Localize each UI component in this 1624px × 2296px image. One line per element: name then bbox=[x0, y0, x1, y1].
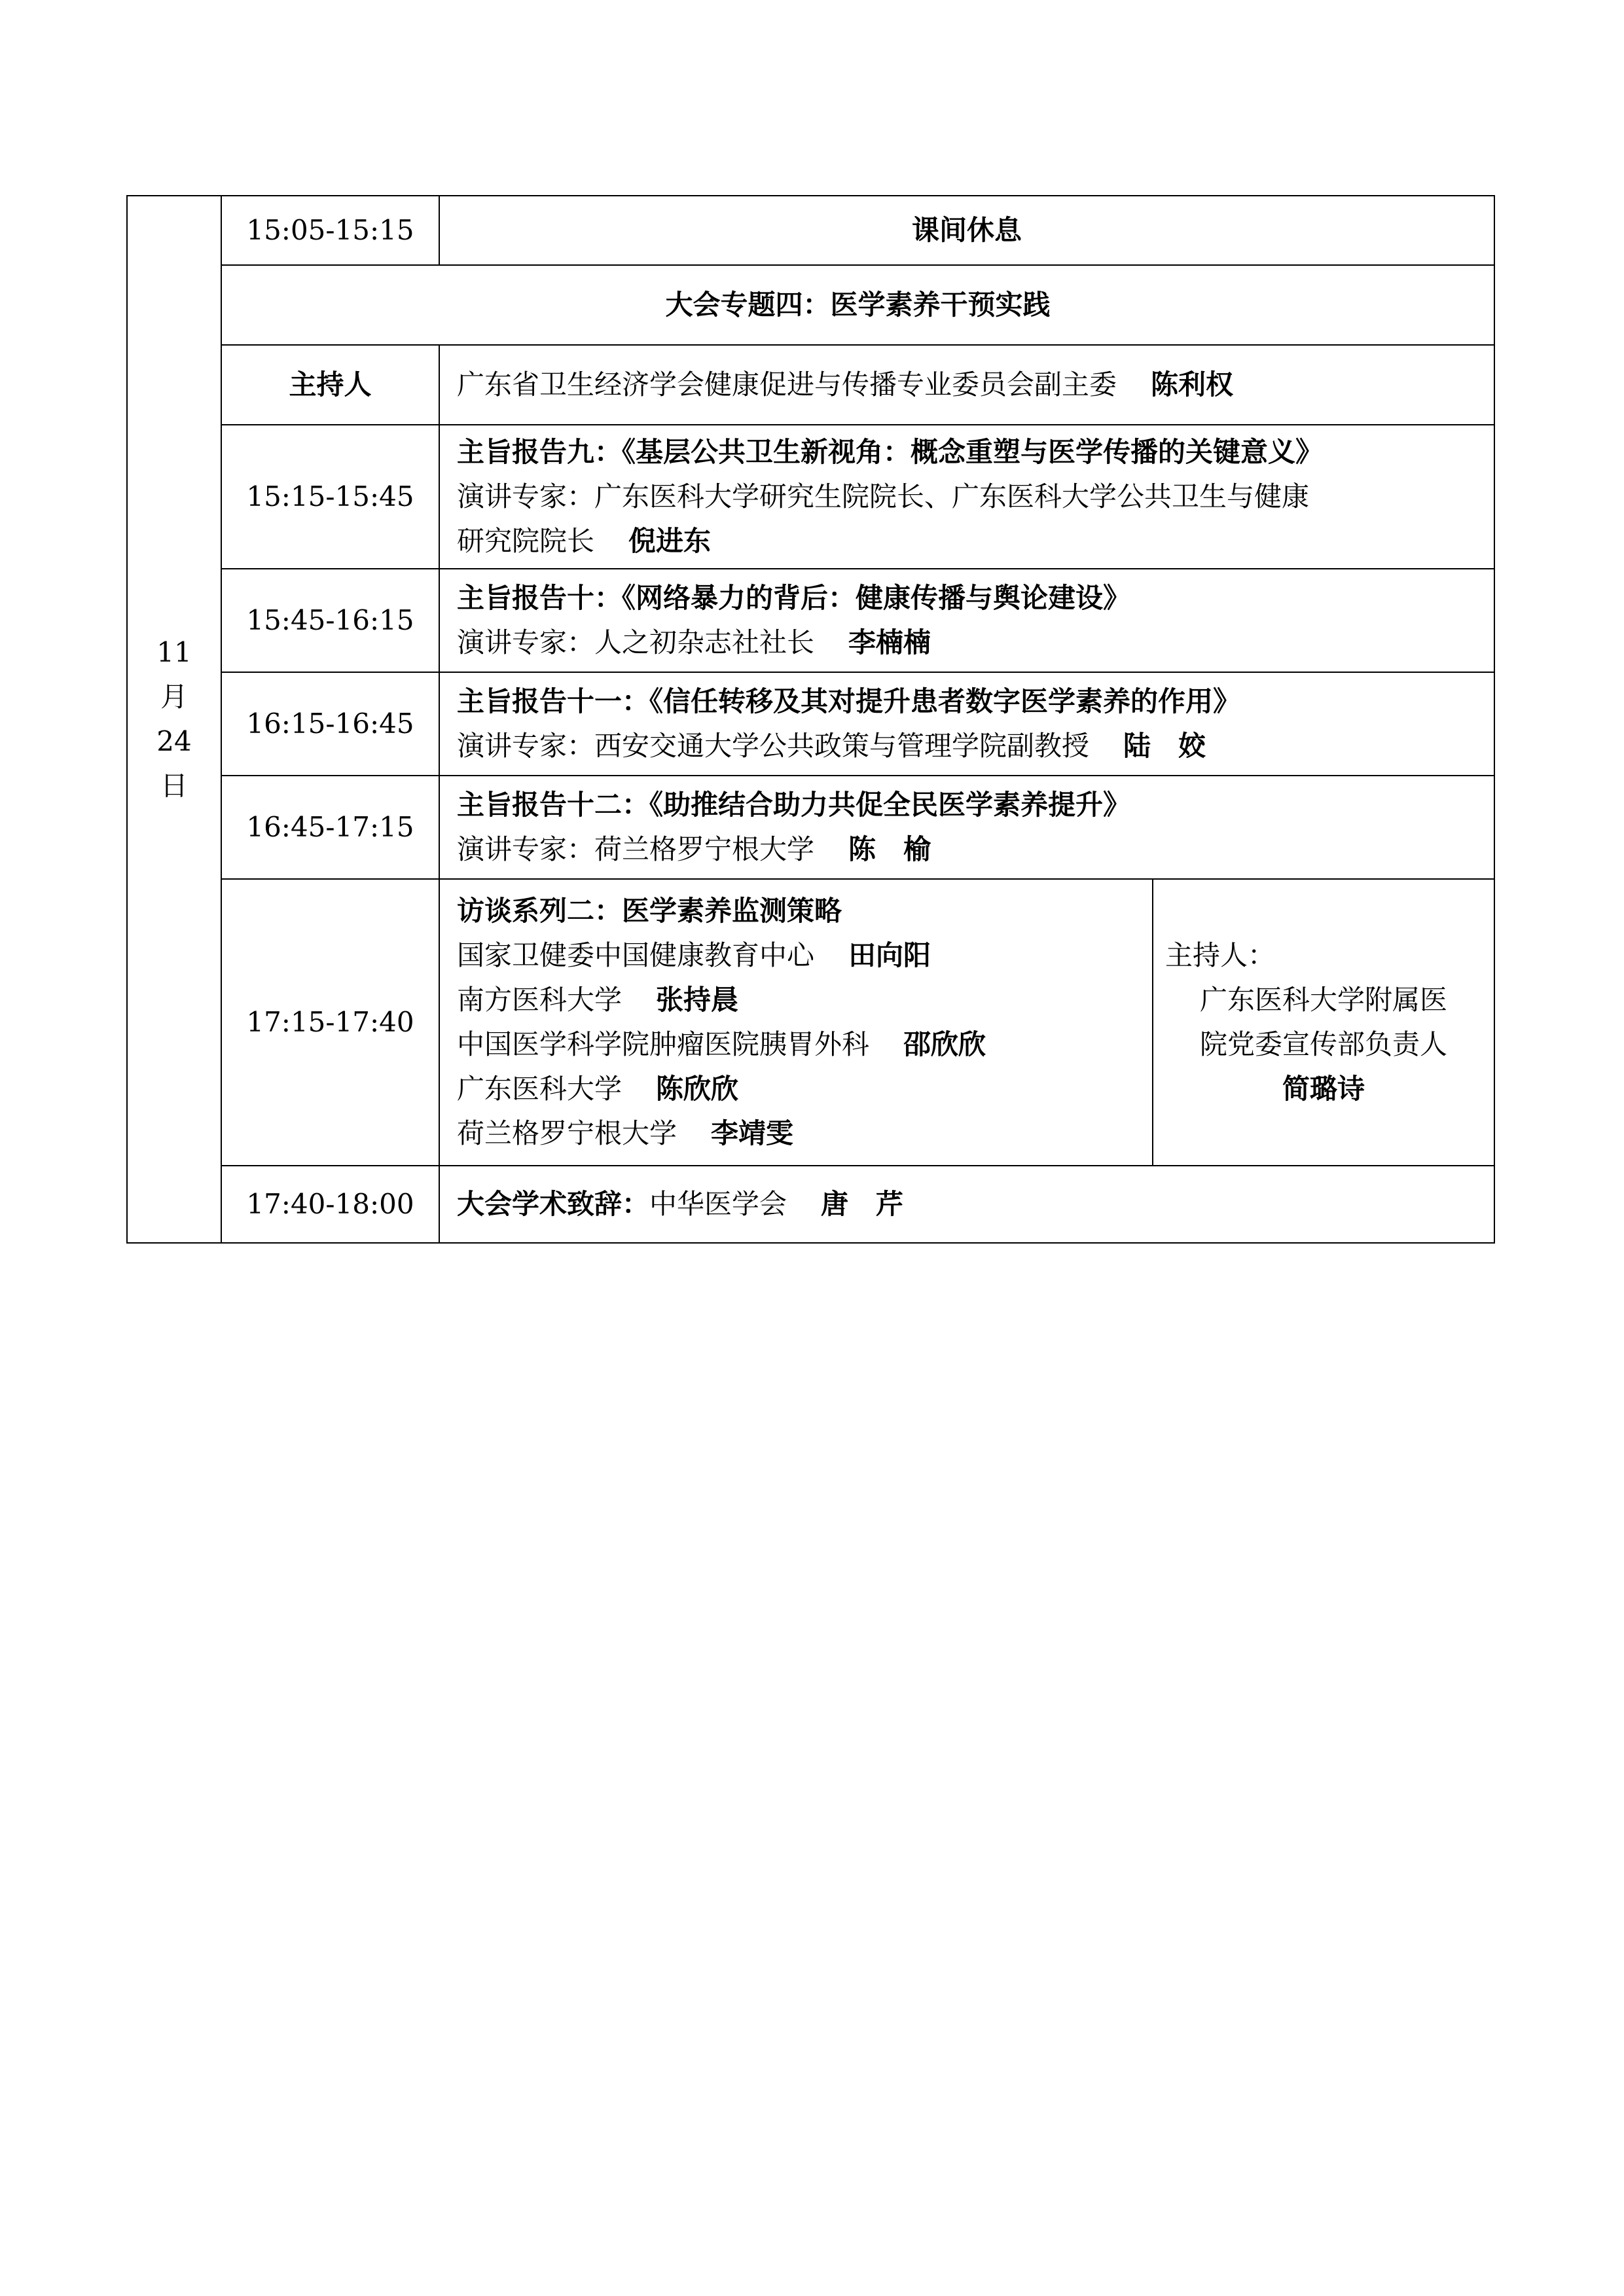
closing-name: 唐 芹 bbox=[821, 1188, 904, 1220]
speaker-line: 演讲专家：人之初杂志社社长 bbox=[457, 626, 815, 658]
guest-org: 南方医科大学 bbox=[457, 984, 623, 1016]
talk-host-org: 广东医科大学附属医 bbox=[1200, 984, 1448, 1016]
guest-org: 荷兰格罗宁根大学 bbox=[457, 1117, 677, 1149]
closing-org: 中华医学会 bbox=[649, 1188, 787, 1220]
guest-line bbox=[457, 978, 1152, 1022]
host-content bbox=[439, 345, 1494, 425]
talk-host-org: 院党委宣传部负责人 bbox=[1200, 1028, 1448, 1060]
guest-name: 张持晨 bbox=[656, 984, 739, 1016]
table-row-host bbox=[127, 345, 1494, 425]
table-row-talk bbox=[127, 879, 1494, 1166]
guest-org: 国家卫健委中国健康教育中心 bbox=[457, 939, 815, 971]
closing-label: 大会学术致辞： bbox=[457, 1188, 650, 1220]
date-month-num: 11 bbox=[156, 636, 192, 668]
table-row-report-11 bbox=[127, 672, 1494, 776]
guest-line bbox=[457, 1111, 1152, 1156]
time-cell: 17:40-18:00 bbox=[221, 1166, 439, 1243]
date-day-char: 日 bbox=[160, 770, 188, 802]
guest-name: 陈欣欣 bbox=[656, 1073, 739, 1105]
date-day-num: 24 bbox=[156, 725, 192, 757]
table-row-report-10 bbox=[127, 569, 1494, 672]
report-title: 主旨报告九：《基层公共卫生新视角：概念重塑与医学传播的关键意义》 bbox=[457, 436, 1324, 468]
table-row-report-12 bbox=[127, 776, 1494, 879]
table-row-closing bbox=[127, 1166, 1494, 1243]
report-title: 主旨报告十一：《信任转移及其对提升患者数字医学素养的作用》 bbox=[457, 685, 1241, 717]
talk-title: 访谈系列二：医学素养监测策略 bbox=[457, 895, 842, 927]
guest-line bbox=[457, 1067, 1152, 1111]
guest-name: 李靖雯 bbox=[711, 1117, 794, 1149]
time-cell: 15:15-15:45 bbox=[221, 425, 439, 569]
speaker-name: 李楠楠 bbox=[848, 626, 931, 658]
talk-host-name: 简璐诗 bbox=[1282, 1073, 1365, 1105]
section-title: 大会专题四：医学素养干预实践 bbox=[221, 265, 1494, 345]
talk-content bbox=[439, 879, 1153, 1166]
break-title: 课间休息 bbox=[439, 196, 1494, 265]
guest-line bbox=[457, 933, 1152, 978]
table-row-report-9 bbox=[127, 425, 1494, 569]
report-content bbox=[439, 569, 1494, 672]
report-title: 主旨报告十二：《助推结合助力共促全民医学素养提升》 bbox=[457, 789, 1131, 821]
host-org: 广东省卫生经济学会健康促进与传播专业委员会副主委 bbox=[457, 368, 1117, 401]
speaker-name: 陆 姣 bbox=[1123, 730, 1206, 762]
speaker-line: 演讲专家：广东医科大学研究生院院长、广东医科大学公共卫生与健康 bbox=[457, 480, 1310, 512]
speaker-line: 研究院院长 bbox=[457, 525, 595, 557]
time-cell: 16:15-16:45 bbox=[221, 672, 439, 776]
time-cell: 17:15-17:40 bbox=[221, 879, 439, 1166]
report-content bbox=[439, 672, 1494, 776]
talk-host-label: 主持人： bbox=[1165, 939, 1276, 971]
host-label: 主持人 bbox=[221, 345, 439, 425]
host-name: 陈利权 bbox=[1151, 368, 1234, 401]
date-month-char: 月 bbox=[160, 681, 188, 713]
talk-host-cell bbox=[1153, 879, 1494, 1166]
report-title: 主旨报告十：《网络暴力的背后：健康传播与舆论建设》 bbox=[457, 582, 1131, 614]
schedule-table bbox=[126, 195, 1495, 1244]
time-cell: 15:45-16:15 bbox=[221, 569, 439, 672]
speaker-name: 陈 榆 bbox=[848, 833, 931, 865]
guest-line bbox=[457, 1022, 1152, 1067]
guest-name: 田向阳 bbox=[848, 939, 931, 971]
closing-content bbox=[439, 1166, 1494, 1243]
guest-org: 广东医科大学 bbox=[457, 1073, 623, 1105]
guest-org: 中国医学科学院肿瘤医院胰胃外科 bbox=[457, 1028, 870, 1060]
time-cell: 16:45-17:15 bbox=[221, 776, 439, 879]
report-content bbox=[439, 776, 1494, 879]
date-cell bbox=[127, 196, 221, 1243]
guest-name: 邵欣欣 bbox=[903, 1028, 986, 1060]
table-row-break bbox=[127, 196, 1494, 265]
speaker-line: 演讲专家：西安交通大学公共政策与管理学院副教授 bbox=[457, 730, 1090, 762]
speaker-line: 演讲专家：荷兰格罗宁根大学 bbox=[457, 833, 815, 865]
table-row-section bbox=[127, 265, 1494, 345]
report-content bbox=[439, 425, 1494, 569]
time-cell: 15:05-15:15 bbox=[221, 196, 439, 265]
speaker-name: 倪进东 bbox=[628, 525, 712, 557]
